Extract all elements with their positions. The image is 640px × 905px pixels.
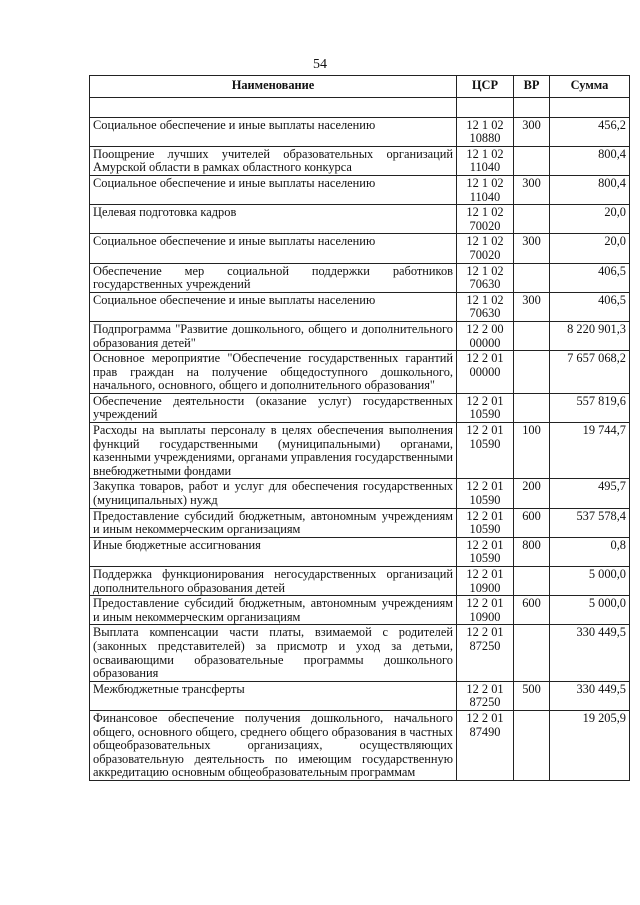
header-sum: Сумма bbox=[550, 76, 630, 98]
row-sum: 0,8 bbox=[550, 537, 630, 566]
row-csr: 12 2 01 00000 bbox=[457, 351, 514, 394]
table-row bbox=[90, 205, 630, 234]
row-sum: 19 744,7 bbox=[550, 423, 630, 479]
row-vr: 300 bbox=[514, 117, 550, 146]
table-row bbox=[90, 423, 630, 479]
row-name: Целевая подготовка кадров bbox=[90, 205, 457, 234]
budget-table bbox=[89, 75, 630, 781]
table-row bbox=[90, 292, 630, 321]
row-vr: 500 bbox=[514, 681, 550, 710]
row-name: Межбюджетные трансферты bbox=[90, 681, 457, 710]
row-vr bbox=[514, 263, 550, 292]
table-row bbox=[90, 117, 630, 146]
row-vr: 200 bbox=[514, 479, 550, 508]
row-name: Поддержка функционирования негосударственных организаций дополнительного образования детей bbox=[90, 567, 457, 596]
row-sum: 5 000,0 bbox=[550, 596, 630, 625]
row-csr: 12 2 01 87250 bbox=[457, 625, 514, 681]
table-row bbox=[90, 596, 630, 625]
row-sum: 800,4 bbox=[550, 175, 630, 204]
row-sum: 7 657 068,2 bbox=[550, 351, 630, 394]
row-sum: 330 449,5 bbox=[550, 625, 630, 681]
row-vr: 600 bbox=[514, 508, 550, 537]
table-row bbox=[90, 625, 630, 681]
row-name: Предоставление субсидий бюджетным, автономным учреждениям и иным некоммерческим организациям bbox=[90, 508, 457, 537]
row-csr: 12 2 01 10590 bbox=[457, 393, 514, 422]
row-csr: 12 2 01 10900 bbox=[457, 567, 514, 596]
row-csr: 12 2 00 00000 bbox=[457, 321, 514, 350]
row-name: Социальное обеспечение и иные выплаты населению bbox=[90, 175, 457, 204]
table-row bbox=[90, 681, 630, 710]
row-vr bbox=[514, 710, 550, 780]
row-csr: 12 1 02 70020 bbox=[457, 234, 514, 263]
row-name: Социальное обеспечение и иные выплаты населению bbox=[90, 292, 457, 321]
row-vr: 300 bbox=[514, 175, 550, 204]
row-name: Расходы на выплаты персоналу в целях обеспечения выполнения функций государственными (муниципальными) органами, казенными учреждениями, органами управления государственными внебюджетными фондами bbox=[90, 423, 457, 479]
row-sum: 495,7 bbox=[550, 479, 630, 508]
table-row bbox=[90, 263, 630, 292]
row-sum: 456,2 bbox=[550, 117, 630, 146]
row-name: Социальное обеспечение и иные выплаты населению bbox=[90, 234, 457, 263]
row-vr bbox=[514, 205, 550, 234]
row-csr: 12 2 01 87490 bbox=[457, 710, 514, 780]
table-row bbox=[90, 175, 630, 204]
row-name: Финансовое обеспечение получения дошкольного, начального общего, основного общего, среднего общего образования в частных общеобразовательных организациях, осуществляющих образовательную деятельность по имеющим государственную аккредитацию основным общеобразовательным программам bbox=[90, 710, 457, 780]
row-sum: 406,5 bbox=[550, 292, 630, 321]
table-header-row bbox=[90, 76, 630, 98]
row-vr: 100 bbox=[514, 423, 550, 479]
page-number: 54 bbox=[313, 57, 327, 72]
row-sum: 20,0 bbox=[550, 234, 630, 263]
row-csr: 12 2 01 10900 bbox=[457, 596, 514, 625]
row-csr: 12 1 02 11040 bbox=[457, 175, 514, 204]
row-name: Закупка товаров, работ и услуг для обеспечения государственных (муниципальных) нужд bbox=[90, 479, 457, 508]
table-row bbox=[90, 567, 630, 596]
table-row bbox=[90, 537, 630, 566]
row-name: Выплата компенсации части платы, взимаемой с родителей (законных представителей) за присмотр и уход за детьми, осваивающими образовательные программы дошкольного образования bbox=[90, 625, 457, 681]
row-vr bbox=[514, 567, 550, 596]
row-vr: 300 bbox=[514, 292, 550, 321]
row-sum: 19 205,9 bbox=[550, 710, 630, 780]
row-sum: 330 449,5 bbox=[550, 681, 630, 710]
row-sum: 20,0 bbox=[550, 205, 630, 234]
row-vr bbox=[514, 625, 550, 681]
row-name: Предоставление субсидий бюджетным, автономным учреждениям и иным некоммерческим организациям bbox=[90, 596, 457, 625]
row-sum: 406,5 bbox=[550, 263, 630, 292]
row-name: Поощрение лучших учителей образовательных организаций Амурской области в рамках областного конкурса bbox=[90, 146, 457, 175]
row-name: Обеспечение деятельности (оказание услуг) государственных учреждений bbox=[90, 393, 457, 422]
row-vr bbox=[514, 351, 550, 394]
row-csr: 12 2 01 10590 bbox=[457, 423, 514, 479]
row-vr bbox=[514, 321, 550, 350]
table-row bbox=[90, 234, 630, 263]
row-csr: 12 2 01 10590 bbox=[457, 479, 514, 508]
table-spacer-row bbox=[90, 97, 630, 117]
table-row bbox=[90, 479, 630, 508]
row-vr: 300 bbox=[514, 234, 550, 263]
row-name: Обеспечение мер социальной поддержки работников государственных учреждений bbox=[90, 263, 457, 292]
table-row bbox=[90, 321, 630, 350]
row-vr bbox=[514, 393, 550, 422]
row-csr: 12 1 02 70630 bbox=[457, 292, 514, 321]
header-csr: ЦСР bbox=[457, 76, 514, 98]
row-name: Иные бюджетные ассигнования bbox=[90, 537, 457, 566]
row-csr: 12 2 01 87250 bbox=[457, 681, 514, 710]
row-vr: 800 bbox=[514, 537, 550, 566]
row-vr bbox=[514, 146, 550, 175]
row-sum: 8 220 901,3 bbox=[550, 321, 630, 350]
row-csr: 12 1 02 70630 bbox=[457, 263, 514, 292]
row-vr: 600 bbox=[514, 596, 550, 625]
row-csr: 12 2 01 10590 bbox=[457, 508, 514, 537]
row-sum: 800,4 bbox=[550, 146, 630, 175]
table-row bbox=[90, 351, 630, 394]
row-csr: 12 2 01 10590 bbox=[457, 537, 514, 566]
table-row bbox=[90, 146, 630, 175]
header-vr: ВР bbox=[514, 76, 550, 98]
row-name: Основное мероприятие "Обеспечение государственных гарантий прав граждан на получение общедоступного дошкольного, начального, основного, общего и дополнительного образования" bbox=[90, 351, 457, 394]
row-csr: 12 1 02 11040 bbox=[457, 146, 514, 175]
table-row bbox=[90, 710, 630, 780]
row-sum: 557 819,6 bbox=[550, 393, 630, 422]
header-name: Наименование bbox=[90, 76, 457, 98]
row-sum: 5 000,0 bbox=[550, 567, 630, 596]
row-csr: 12 1 02 70020 bbox=[457, 205, 514, 234]
row-name: Подпрограмма "Развитие дошкольного, общего и дополнительного образования детей" bbox=[90, 321, 457, 350]
table-row bbox=[90, 393, 630, 422]
row-name: Социальное обеспечение и иные выплаты населению bbox=[90, 117, 457, 146]
table-row bbox=[90, 508, 630, 537]
row-sum: 537 578,4 bbox=[550, 508, 630, 537]
row-csr: 12 1 02 10880 bbox=[457, 117, 514, 146]
